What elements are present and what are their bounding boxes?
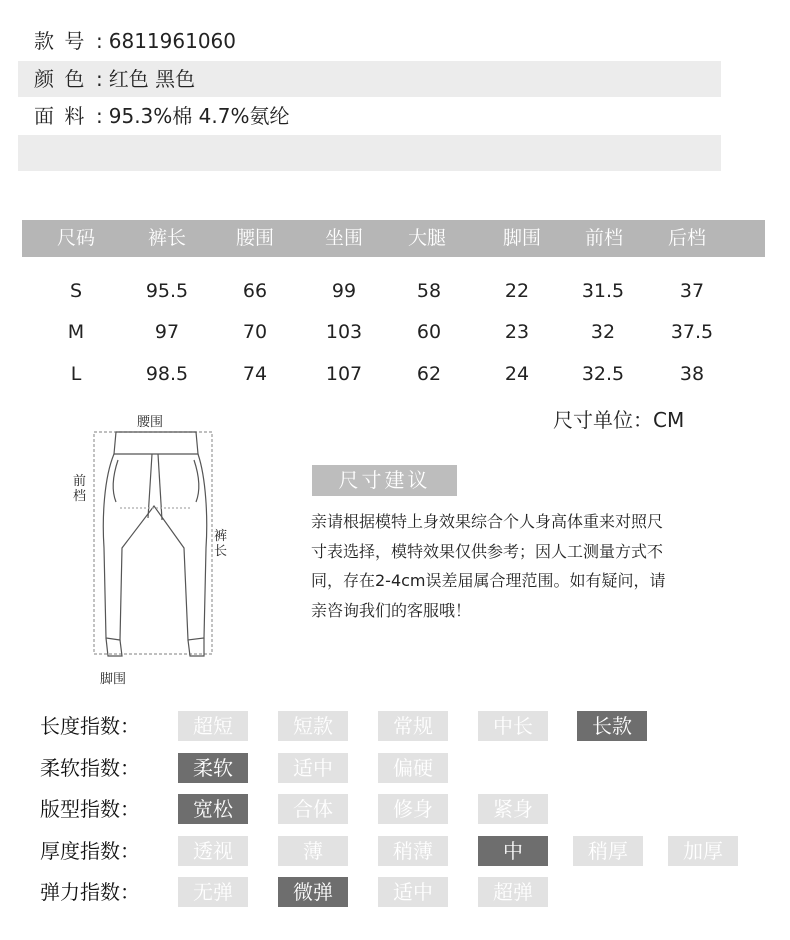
index-option: 偏硬 xyxy=(378,753,448,783)
table-cell: 70 xyxy=(242,321,268,343)
advice-line: 寸表选择，模特效果仅供参考；因人工测量方式不 xyxy=(311,541,664,561)
advice-line: 亲咨询我们的客服哦！ xyxy=(311,600,472,620)
style-number-label: 款 号 xyxy=(34,29,87,53)
index-option: 适中 xyxy=(378,877,448,907)
table-cell: 107 xyxy=(325,363,363,385)
table-cell: 103 xyxy=(325,321,363,343)
table-cell: 62 xyxy=(416,363,442,385)
advice-line: 同，存在2-4cm误差届属合理范围。如有疑问，请 xyxy=(311,571,666,590)
fabric-label: 面 料 xyxy=(34,104,87,128)
col-header-size: 尺码 xyxy=(56,227,95,249)
table-cell: 37 xyxy=(679,280,705,302)
index-option-selected: 长款 xyxy=(577,711,647,741)
empty-info-row xyxy=(18,135,721,171)
table-cell: 60 xyxy=(416,321,442,343)
index-option: 合体 xyxy=(278,794,348,824)
pants-measurement-diagram xyxy=(60,408,250,693)
index-option: 加厚 xyxy=(668,836,738,866)
col-header-hip: 坐围 xyxy=(324,227,363,249)
table-cell: 74 xyxy=(242,363,268,385)
size-advice-title: 尺寸建议 xyxy=(312,465,457,496)
table-cell: 95.5 xyxy=(145,280,189,302)
table-cell: S xyxy=(69,280,83,302)
table-cell: 24 xyxy=(504,363,530,385)
index-option: 中长 xyxy=(478,711,548,741)
index-label: 长度指数： xyxy=(40,714,140,738)
table-cell: 37.5 xyxy=(670,321,714,343)
fabric-value: 95.3%棉 4.7%氨纶 xyxy=(108,104,290,128)
col-header-length: 裤长 xyxy=(147,227,186,249)
index-option: 短款 xyxy=(278,711,348,741)
diagram-label-front-rise xyxy=(73,474,87,504)
style-number-row: 款 号 : 6811961060 xyxy=(18,23,721,59)
index-label: 版型指数： xyxy=(40,797,140,821)
table-cell: 32.5 xyxy=(581,363,625,385)
index-option: 修身 xyxy=(378,794,448,824)
table-cell: 38 xyxy=(679,363,705,385)
size-unit-note: 尺寸单位：CM xyxy=(553,408,685,432)
index-option-selected: 宽松 xyxy=(178,794,248,824)
index-option: 常规 xyxy=(378,711,448,741)
index-label: 弹力指数： xyxy=(40,880,140,904)
index-option: 紧身 xyxy=(478,794,548,824)
index-option: 超短 xyxy=(178,711,248,741)
table-cell: 66 xyxy=(242,280,268,302)
color-row: 颜 色 : 红色 黑色 xyxy=(18,61,721,97)
color-value: 红色 黑色 xyxy=(108,67,196,91)
table-cell: 22 xyxy=(504,280,530,302)
advice-line: 亲请根据模特上身效果综合个人身高体重来对照尺 xyxy=(311,512,664,531)
style-number-value: 6811961060 xyxy=(108,29,236,53)
col-header-hem: 脚围 xyxy=(502,227,541,249)
color-label: 颜 色 xyxy=(34,67,87,91)
table-cell: 98.5 xyxy=(145,363,189,385)
table-cell: 32 xyxy=(590,321,616,343)
table-cell: M xyxy=(67,321,85,343)
table-cell: L xyxy=(70,363,82,385)
index-option-selected: 中 xyxy=(478,836,548,866)
size-advice-text xyxy=(311,507,731,625)
col-header-thigh: 大腿 xyxy=(407,227,446,249)
diagram-label-front-rise-text: 前档 xyxy=(73,474,87,504)
index-option: 适中 xyxy=(278,753,348,783)
index-label: 柔软指数： xyxy=(40,756,140,780)
diagram-label-length xyxy=(214,529,228,559)
index-option: 无弹 xyxy=(178,877,248,907)
table-cell: 99 xyxy=(331,280,357,302)
diagram-label-waist: 腰围 xyxy=(137,415,164,430)
index-label: 厚度指数： xyxy=(40,839,140,863)
index-option: 稍薄 xyxy=(378,836,448,866)
table-cell: 23 xyxy=(504,321,530,343)
col-header-back-rise: 后档 xyxy=(667,227,706,249)
index-option: 薄 xyxy=(278,836,348,866)
diagram-label-length-text: 裤长 xyxy=(214,529,228,559)
index-option-selected: 微弹 xyxy=(278,877,348,907)
size-table-header xyxy=(22,220,765,257)
index-option: 超弹 xyxy=(478,877,548,907)
table-cell: 31.5 xyxy=(581,280,625,302)
table-cell: 97 xyxy=(154,321,180,343)
index-option-selected: 柔软 xyxy=(178,753,248,783)
fabric-row: 面 料 : 95.3%棉 4.7%氨纶 xyxy=(18,98,721,134)
index-option: 透视 xyxy=(178,836,248,866)
diagram-label-hem: 脚围 xyxy=(100,672,127,687)
table-cell: 58 xyxy=(416,280,442,302)
col-header-front-rise: 前档 xyxy=(584,227,623,249)
col-header-waist: 腰围 xyxy=(235,227,274,249)
index-option: 稍厚 xyxy=(573,836,643,866)
